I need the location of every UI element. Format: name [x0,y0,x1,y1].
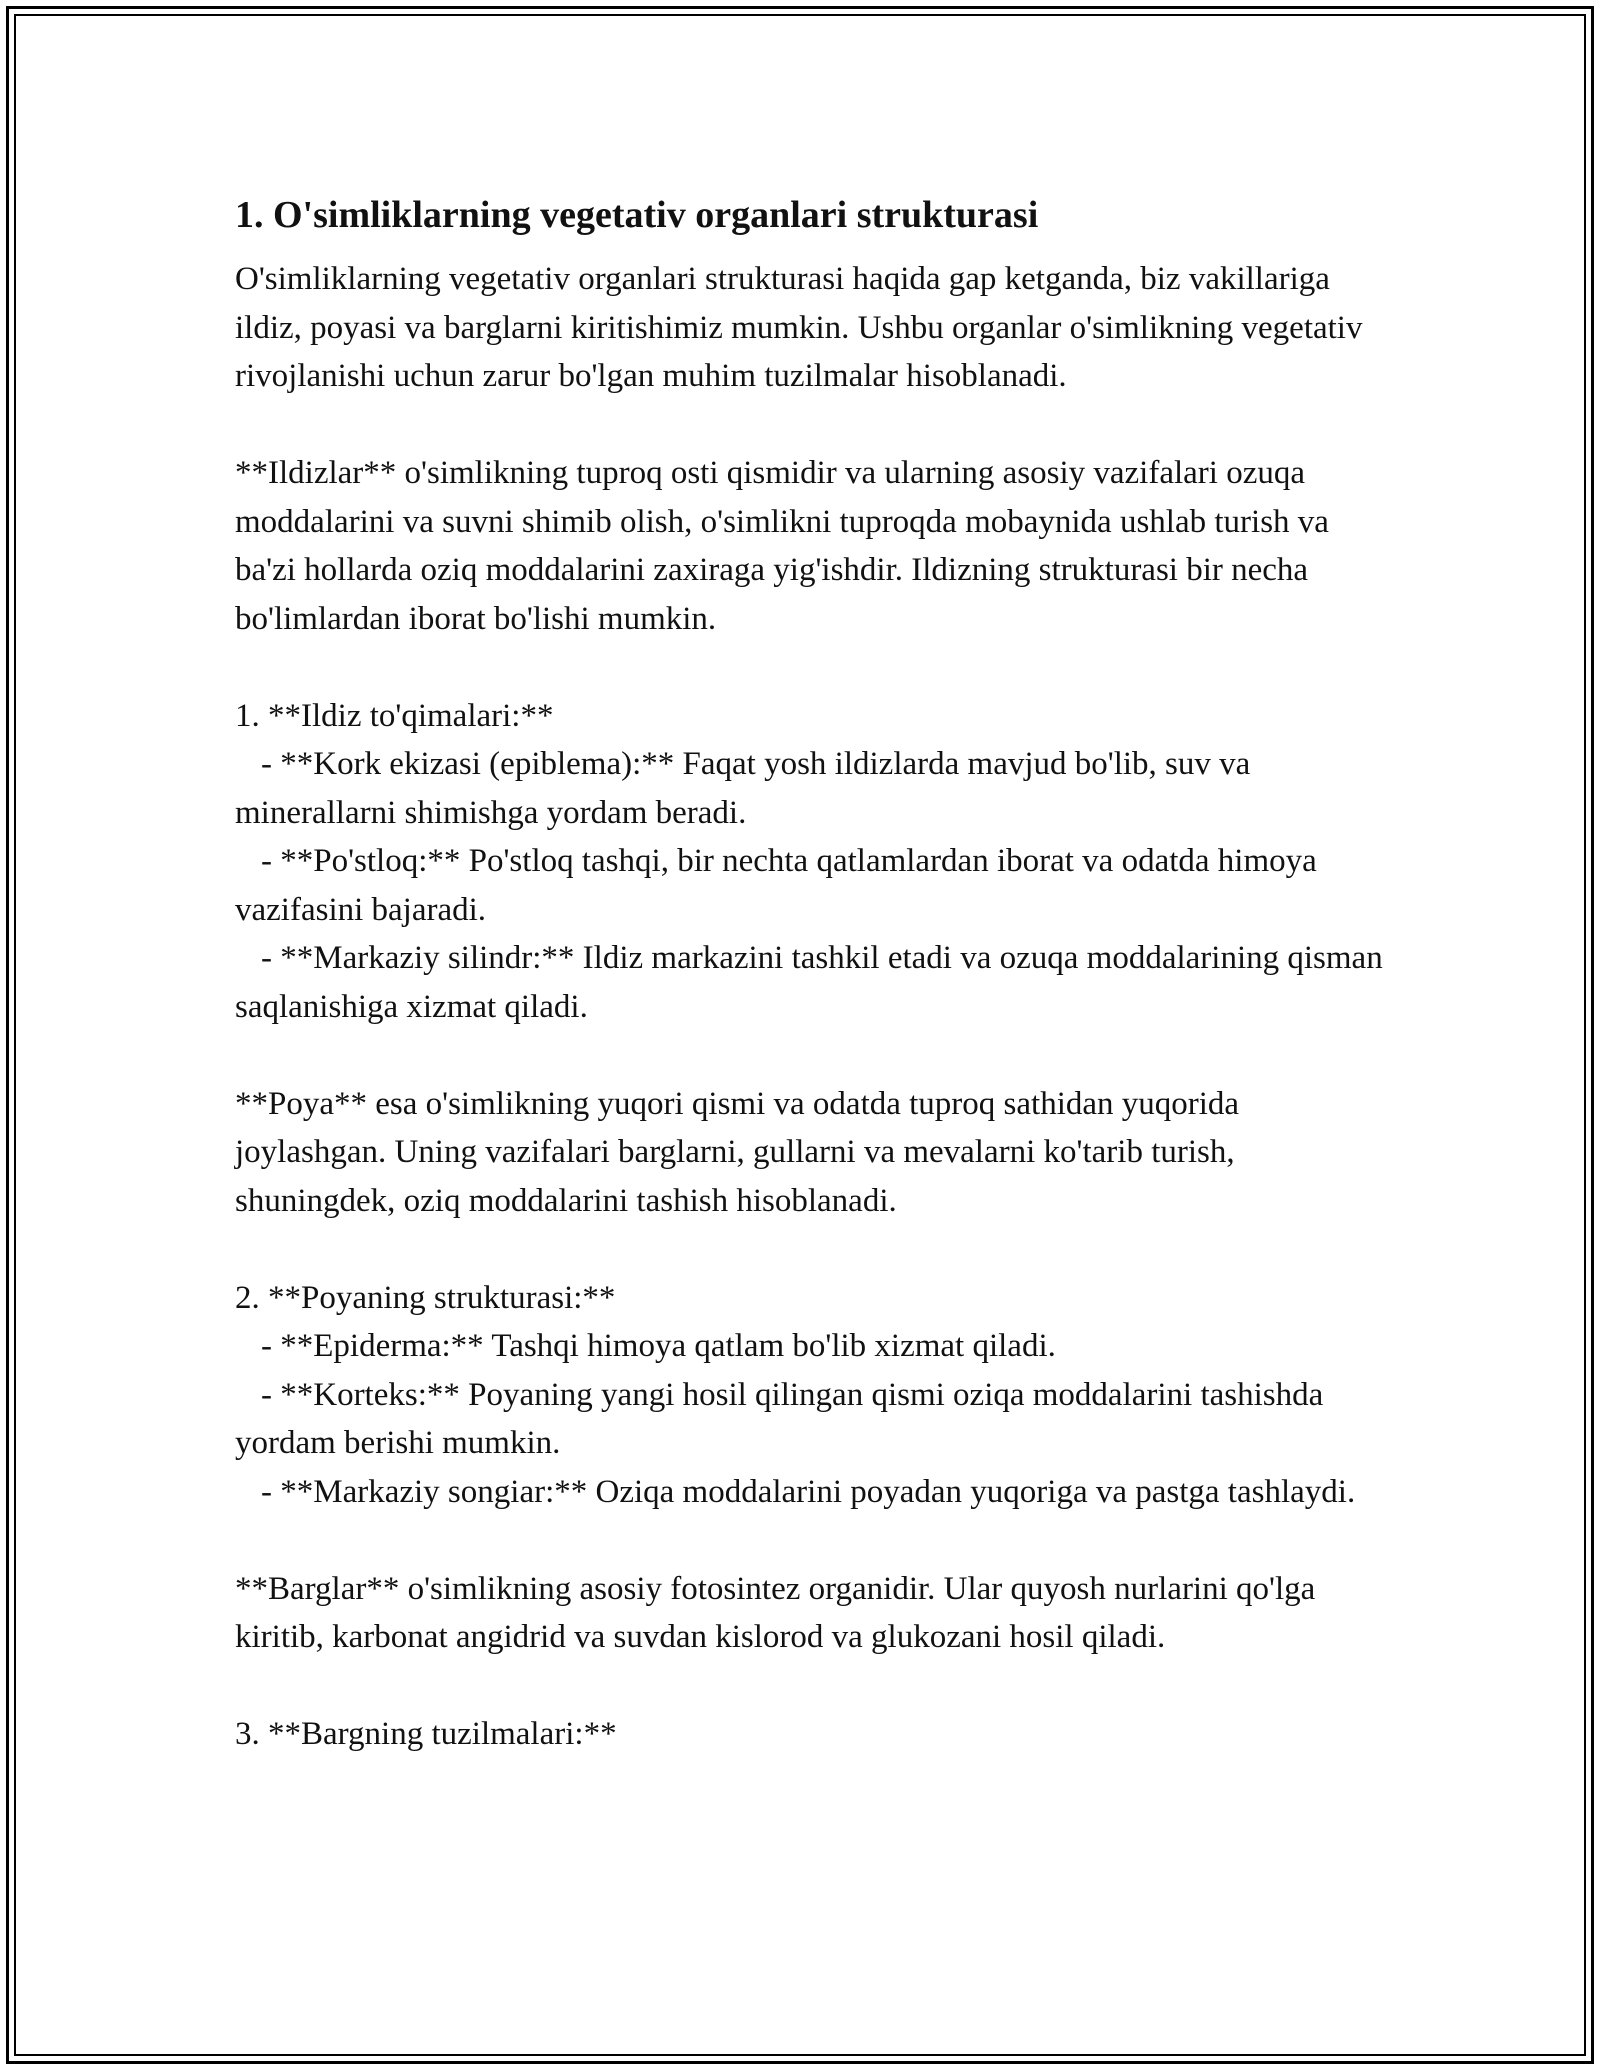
ildiz-list-heading: 1. **Ildiz to'qimalari:** [235,697,554,734]
document-body [235,185,1391,1807]
poya-list-heading: 2. **Poyaning strukturasi:** [235,1279,616,1316]
ildizlar-paragraph: **Ildizlar** o'simlikning tuproq osti qismidir va ularning asosiy vazifalari ozuqa moddalarini va suvni shimib olish, o'simlikni tuproqda mobaynida ushlab turish va ba'zi hollarda oziq moddalarini zaxiraga yig'ishdir. Ildizning strukturasi bir necha bo'limlardan iborat bo'lishi mumkin. [235,455,1338,637]
list-item-text: - **Kork ekizasi (epiblema):** Faqat yosh ildizlarda mavjud bo'lib, suv va minerallarni shimishga yordam beradi. [235,746,1259,831]
poya-list [235,1274,1385,1517]
list-item [235,1371,1385,1468]
list-item-text: - **Markaziy songiar:** Oziqa moddalarini poyadan yuqoriga va pastga tashlaydi. [261,1473,1356,1510]
list-item [235,1322,1385,1371]
list-item-text: - **Epiderma:** Tashqi himoya qatlam bo'lib xizmat qiladi. [261,1328,1056,1364]
barg-list-heading: 3. **Bargning tuzilmalari:** [235,1716,617,1752]
ildiz-list [235,692,1391,1032]
barg-list [235,1710,1385,1759]
poya-paragraph: **Poya** esa o'simlikning yuqori qismi va odatda tuproq sathidan yuqorida joylashgan. Uning vazifalari barglarni, gullarni va mevalarni ko'tarib turish, shuningdek, oziq moddalarini tashish hisoblanadi. [235,1085,1248,1219]
barglar-paragraph: **Barglar** o'simlikning asosiy fotosintez organidir. Ular quyosh nurlarini qo'lga kiritib, karbonat angidrid va suvdan kislorod va glukozani hosil qiladi. [235,1570,1324,1655]
list-item-text: - **Korteks:** Poyaning yangi hosil qilingan qismi oziqa moddalarini tashishda yordam berishi mumkin. [235,1376,1332,1461]
list-item [235,934,1391,1031]
list-item [235,740,1385,837]
intro-paragraph: O'simliklarning vegetativ organlari strukturasi haqida gap ketganda, biz vakillariga ildiz, poyasi va barglarni kiritishimiz mumkin. Ushbu organlar o'simlikning vegetativ rivojlanishi uchun zarur bo'lgan muhim tuzilmalar hisoblanadi. [235,261,1371,394]
list-item [235,837,1385,934]
list-item-text: - **Markaziy silindr:** Ildiz markazini tashkil etadi va ozuqa moddalarining qisman saqlanishiga xizmat qiladi. [235,940,1391,1025]
list-item-text: - **Po'stloq:** Po'stloq tashqi, bir nechta qatlamlardan iborat va odatda himoya vazifasini bajaradi. [235,843,1326,928]
section-title: 1. O'simliklarning vegetativ organlari strukturasi [235,194,1039,236]
list-item [235,1468,1385,1517]
